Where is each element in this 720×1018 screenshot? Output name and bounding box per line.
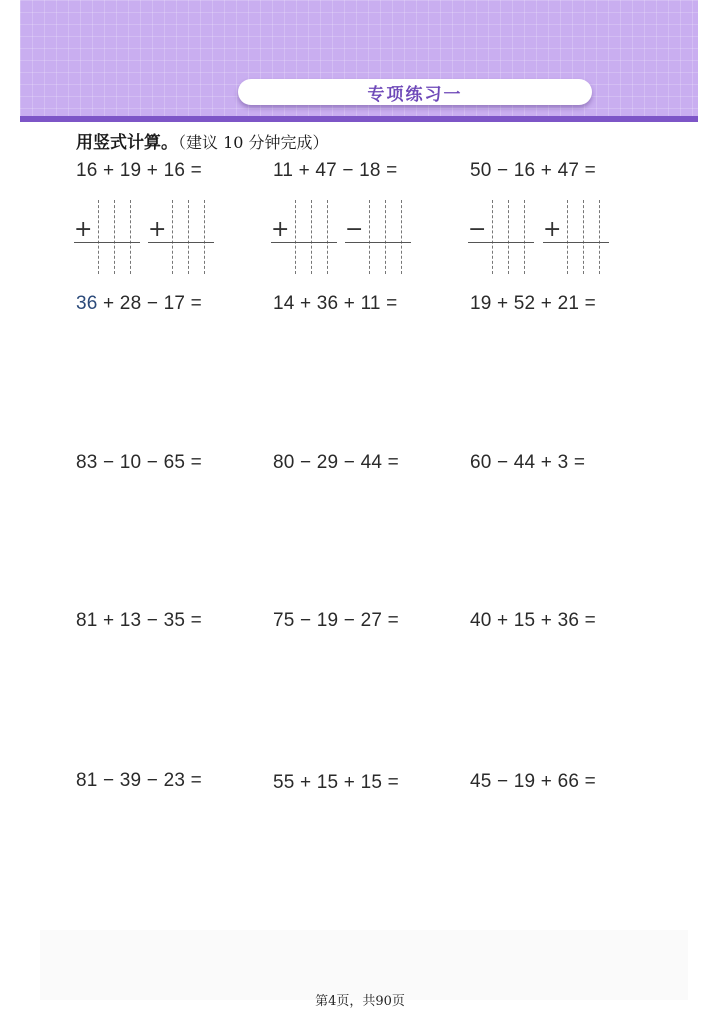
vertical-grid-4 [345, 200, 411, 274]
problem-2: 11 + 47 − 18 = [273, 160, 398, 181]
problem-5: 14 + 36 + 11 = [273, 293, 398, 314]
problem-1: 16 + 19 + 16 = [76, 160, 202, 181]
instruction-main: 用竖式计算。 [76, 133, 178, 153]
problem-14: 55 + 15 + 15 = [273, 772, 399, 793]
problem-15: 45 − 19 + 66 = [470, 771, 596, 792]
problem-8: 80 − 29 − 44 = [273, 452, 399, 473]
problem-4-first-number: 36 [76, 293, 98, 314]
title-pill [238, 79, 592, 105]
problem-7: 83 − 10 − 65 = [76, 452, 202, 473]
operator-sign: + [74, 217, 93, 242]
problem-9: 60 − 44 + 3 = [470, 452, 586, 473]
problem-11: 75 − 19 − 27 = [273, 610, 399, 631]
problem-4-rest: + 28 − 17 = [97, 293, 202, 314]
instruction-note: （建议 10 分钟完成） [178, 133, 329, 152]
header-band [20, 0, 698, 122]
problem-12: 40 + 15 + 36 = [470, 610, 596, 631]
operator-sign: − [468, 217, 487, 242]
problem-3: 50 − 16 + 47 = [470, 160, 596, 181]
vertical-grid-6 [543, 200, 609, 274]
problem-10: 81 + 13 − 35 = [76, 610, 202, 631]
problem-4 [76, 293, 202, 315]
operator-sign: + [543, 217, 562, 242]
operator-sign: + [148, 217, 167, 242]
page-number: 第4页，共90页 [315, 994, 405, 1009]
vertical-grid-1 [74, 200, 140, 274]
vertical-grid-3 [271, 200, 337, 274]
operator-sign: + [271, 217, 290, 242]
vertical-grid-5 [468, 200, 534, 274]
problem-6: 19 + 52 + 21 = [470, 293, 596, 314]
problem-13: 81 − 39 − 23 = [76, 770, 202, 791]
operator-sign: − [345, 217, 364, 242]
page-title: 专项练习一 [367, 84, 463, 105]
vertical-grid-2 [148, 200, 214, 274]
instruction [76, 128, 329, 153]
